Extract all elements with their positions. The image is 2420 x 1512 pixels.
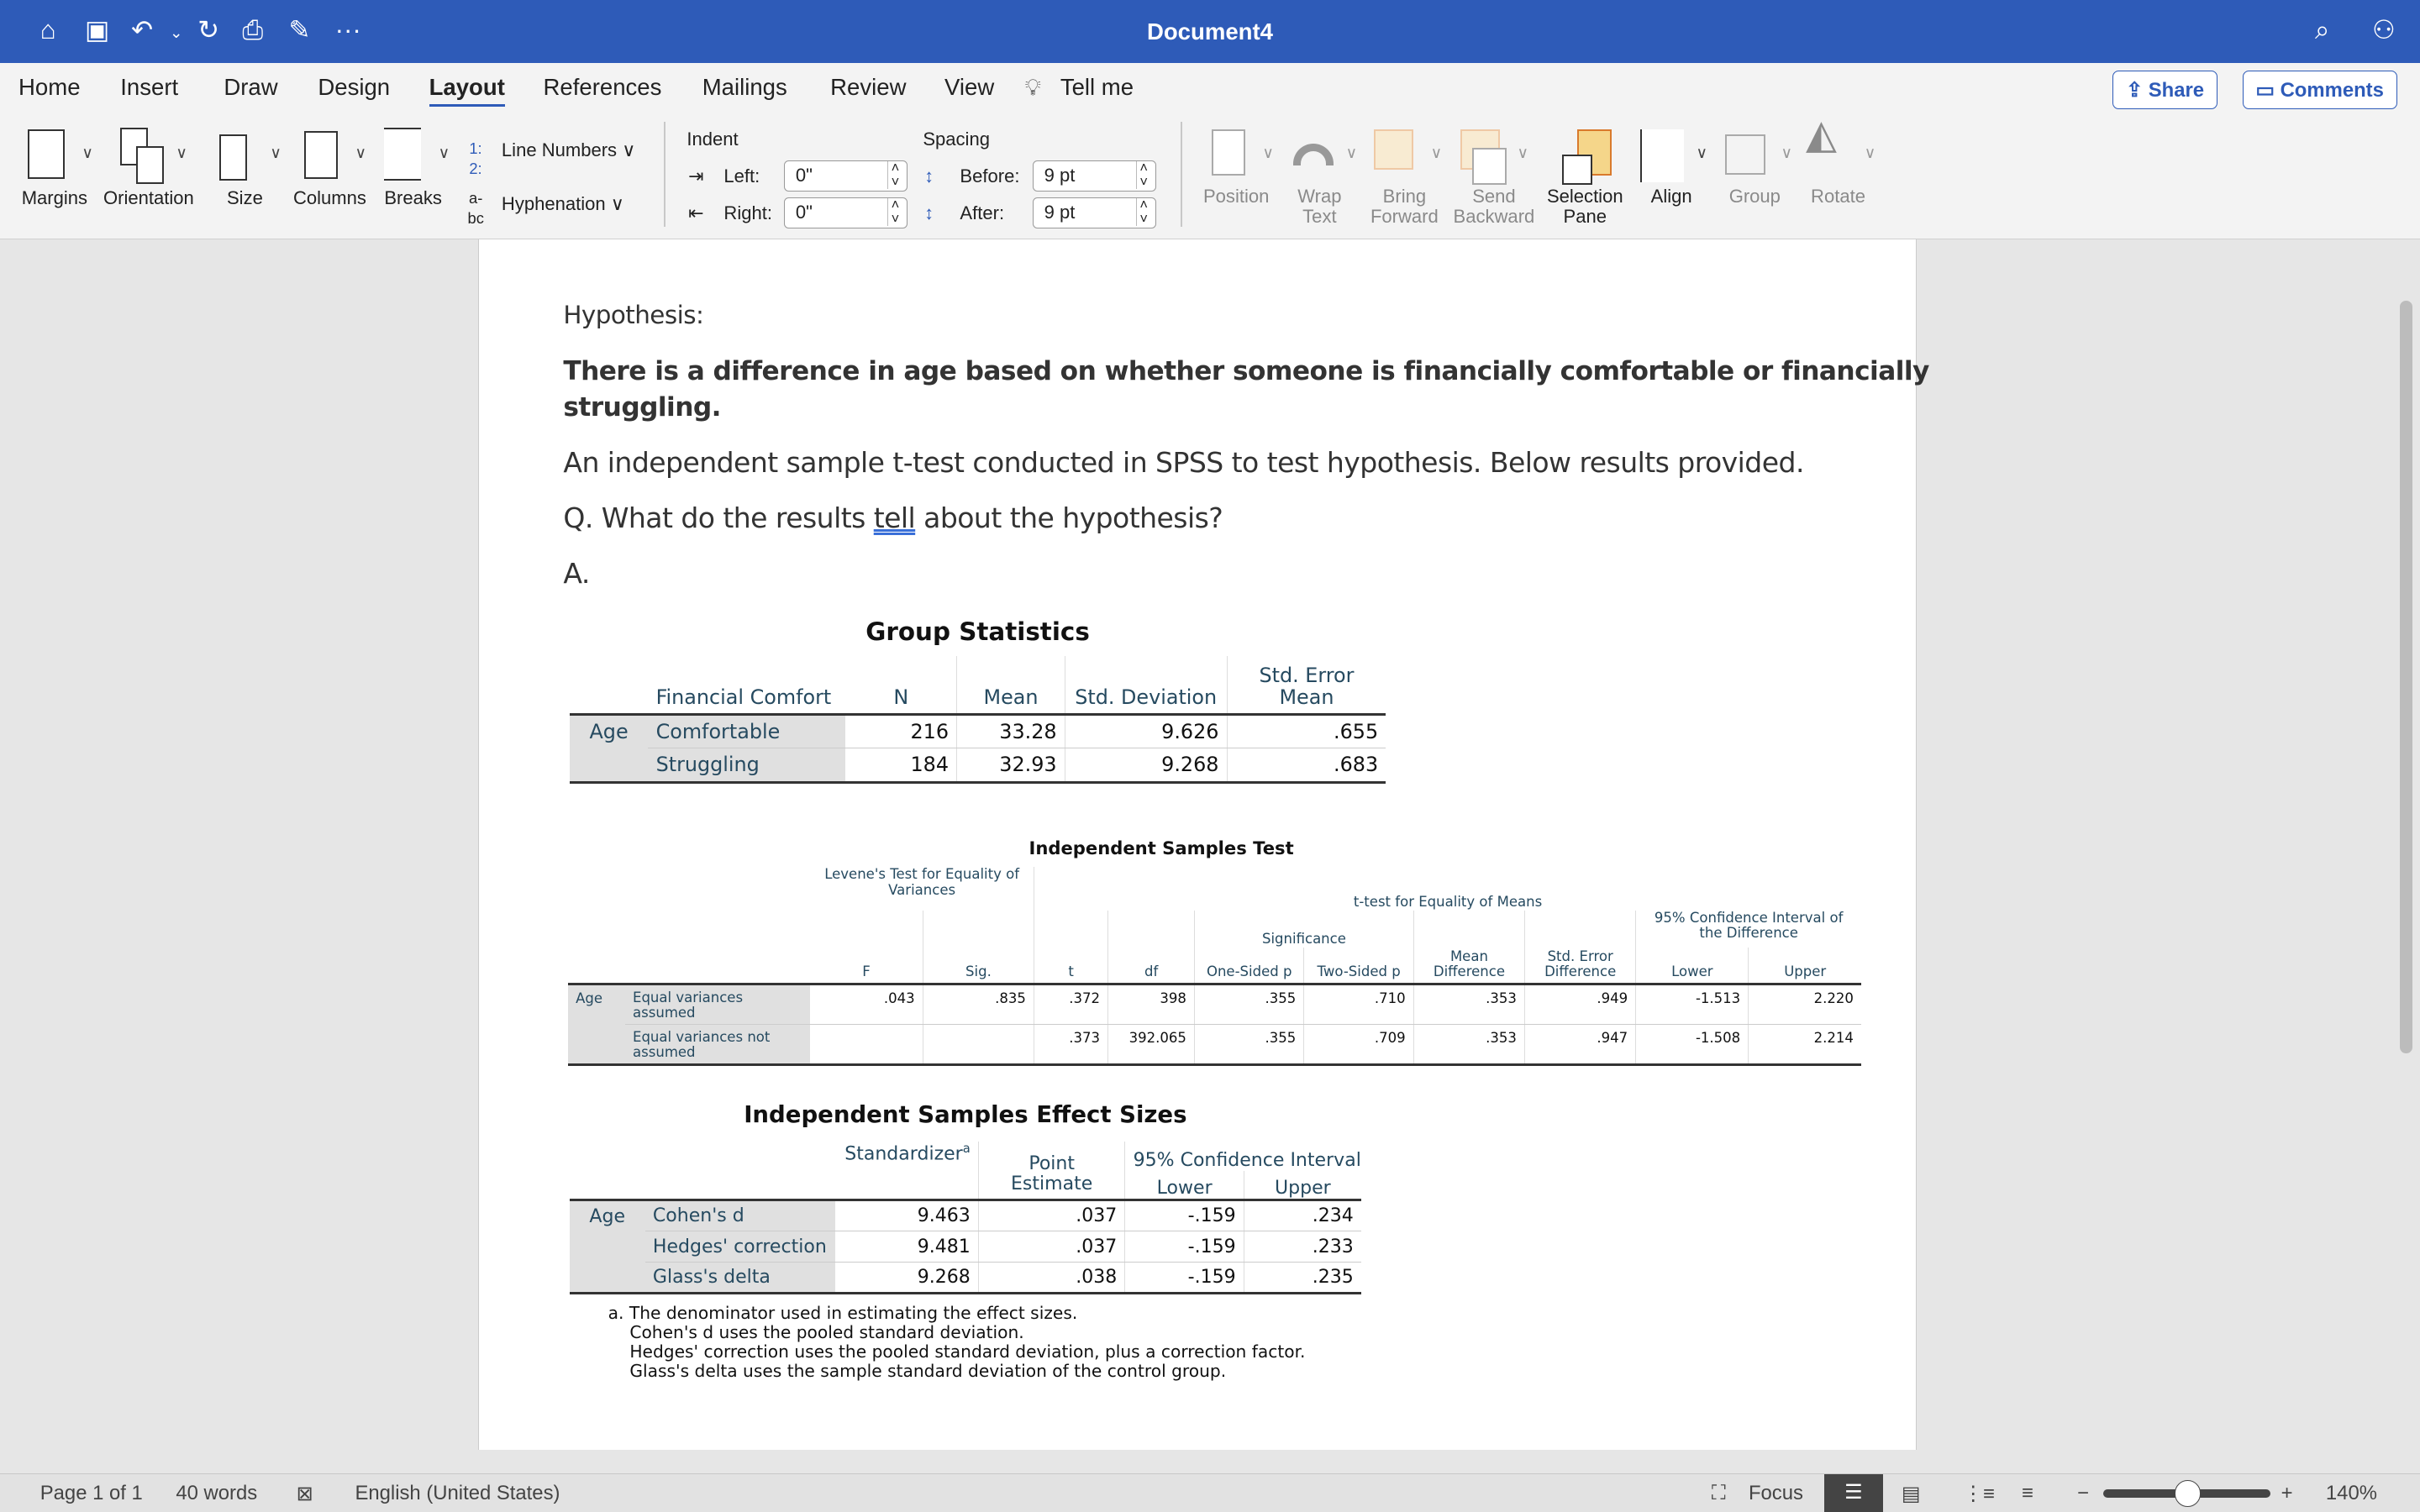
header-row [568,911,1861,948]
rotate-button[interactable] [1801,186,1875,207]
table-cell: 2.214 [1749,1025,1861,1065]
position-icon [1212,129,1245,176]
column-header: Point Estimate [978,1142,1124,1200]
column-header: Two-Sided p [1304,948,1413,984]
send-backward-icon-2 [1472,148,1506,185]
table-cell: .710 [1304,984,1413,1025]
zoom-slider[interactable] [2103,1489,2270,1497]
table-cell: 9.268 [1065,748,1227,782]
status-bar [0,1473,2420,1512]
more-icon[interactable]: ··· [334,15,361,45]
column-header: Lower [1125,1171,1244,1200]
table-cell: .235 [1244,1262,1361,1293]
selection-pane-button[interactable] [1540,186,1630,227]
table-cell: .233 [1244,1231,1361,1263]
rotate-dropdown-icon[interactable]: ∨ [1864,143,1876,161]
question-text [563,501,1223,534]
footnote-line: Glass's delta uses the sample standard deviation of the control group. [629,1360,1227,1381]
table-cell [923,911,1034,948]
group-statistics-title: Group Statistics [865,617,1090,646]
table-cell: .043 [810,984,923,1025]
indent-left-icon: ⇥ [688,165,704,187]
table-row [570,748,1386,782]
table-cell: .947 [1525,1025,1636,1065]
table-cell: .037 [978,1231,1124,1263]
footnote-line: Hedges' correction uses the pooled standard deviation, plus a correction factor. [629,1341,1306,1362]
print-layout-view-icon[interactable]: ☰ [1824,1474,1883,1512]
wrap-label: Wrap [1297,186,1342,207]
row-label: Glass's delta [645,1262,835,1293]
spacing-after-label: After: [960,202,1005,224]
columns-dropdown-icon[interactable]: ∨ [355,143,366,161]
margins-dropdown-icon[interactable]: ∨ [82,143,93,161]
row-variable-label: Age [568,984,625,1065]
group-label: Group [1728,186,1781,207]
tab-references[interactable]: References [543,74,662,101]
home-icon[interactable]: ⌂ [39,15,56,45]
row-label: Cohen's d [645,1200,835,1231]
table-cell: 216 [845,714,956,748]
table-cell: 184 [845,748,956,782]
footnote-marker: a [962,1142,971,1157]
table-cell: -.159 [1125,1262,1244,1293]
comments-label: Comments [2280,78,2384,102]
send-label-2: Backward [1453,206,1535,228]
table-cell: .835 [923,984,1034,1025]
line-numbers-label: Line Numbers [501,139,618,161]
ribbon-tabs [0,63,2420,113]
column-header: Std. Deviation [1065,656,1227,715]
effect-sizes-title: Independent Samples Effect Sizes [744,1101,1187,1129]
table-cell [570,1142,835,1200]
share-button[interactable]: ⇪ Share [2112,71,2217,109]
hypothesis-label: Hypothesis: [563,301,704,330]
share-label: Share [2148,78,2205,102]
footnote-line: Cohen's d uses the pooled standard deviation. [629,1321,1024,1342]
table-cell: .373 [1034,1025,1108,1065]
hypothesis-line-2: struggling. [563,391,721,423]
indent-left-input[interactable]: 0" ˄˅ [784,160,908,192]
wrap-text-icon [1293,144,1334,165]
undo-dropdown-icon[interactable]: ⌄ [170,23,183,41]
question-suffix: about the hypothesis? [915,501,1223,534]
redo-icon[interactable]: ↻ [197,15,220,45]
table-cell [568,948,810,984]
column-header: Upper [1244,1171,1361,1200]
column-header: Std. Error Difference [1525,948,1636,984]
position-button[interactable] [1201,186,1271,207]
zoom-out-button[interactable]: − [2077,1482,2090,1505]
table-cell: 9.463 [835,1200,979,1231]
group-icon [1725,134,1765,175]
table-cell: .372 [1034,984,1108,1025]
divider [664,122,666,227]
tab-design[interactable]: Design [318,74,391,101]
table-cell: 33.28 [957,714,1065,748]
send-backward-button[interactable] [1449,186,1539,227]
table-cell: .038 [978,1262,1124,1293]
send-label: Send [1472,186,1516,207]
table-cell [568,911,810,948]
tab-home[interactable]: Home [18,74,81,101]
table-cell: -.159 [1125,1200,1244,1231]
table-cell: .709 [1304,1025,1413,1065]
indent-left-label: Left: [723,165,760,187]
table-cell: .234 [1244,1200,1361,1231]
hypothesis-line-1: There is a difference in age based on whether someone is financially comfortable or financially [563,356,1929,387]
lightbulb-icon: 💡︎ [1024,74,1041,101]
footnote-line: a. The denominator used in estimating the effect sizes. [608,1303,1078,1323]
table-cell [570,656,649,715]
proofing-icon[interactable]: ⊠ [296,1483,313,1506]
indent-label: Indent [687,129,739,150]
ribbon-layout [0,113,2420,239]
line-numbers-button[interactable]: Line Numbers ∨ [501,139,636,161]
grammar-flagged-word[interactable]: tell [873,501,916,534]
table-cell: .353 [1413,1025,1524,1065]
focus-icon[interactable]: ⛶ [1711,1482,1726,1505]
wrap-text-dropdown-icon[interactable]: ∨ [1345,143,1358,161]
row-variable-label: Age [570,1200,645,1293]
spacing-before-icon: ↕ [924,165,934,187]
table-cell: 9.626 [1065,714,1227,748]
column-header: Upper [1749,948,1861,984]
levene-header: Levene's Test for Equality of Variances [824,866,1020,898]
selection-pane-icon-2 [1562,155,1593,186]
row-label: Equal variances assumed [625,984,810,1025]
tab-layout[interactable]: Layout [429,74,505,107]
wrap-text-button[interactable] [1286,186,1354,227]
selection-label: Selection [1546,186,1623,207]
column-header: Standardizer [844,1143,963,1165]
print-icon[interactable]: ⎙ [242,15,264,45]
ci-header: 95% Confidence Interval of the Difference [1636,911,1861,948]
column-header: Std. Error Mean [1227,656,1386,715]
table-cell: 9.481 [835,1231,979,1263]
indent-right-label: Right: [723,202,772,224]
table-cell: .353 [1413,984,1524,1025]
indent-right-input[interactable]: 0" ˄˅ [784,197,908,228]
orientation-button[interactable]: Orientation [103,187,194,209]
header-row [568,948,1861,984]
breaks-icon [384,128,421,180]
rotate-label: Rotate [1811,186,1865,207]
align-label: Align [1650,186,1692,207]
margins-icon [28,129,65,179]
word-count[interactable]: 40 words [176,1482,258,1505]
table-cell: .655 [1227,714,1386,748]
table-cell [923,1025,1034,1065]
size-button[interactable]: Size [226,187,263,209]
table-cell: -.159 [1125,1231,1244,1263]
hyphenation-icon: a- bc [467,189,484,227]
table-cell: 2.220 [1749,984,1861,1025]
align-dropdown-icon[interactable]: ∨ [1696,143,1707,161]
hyphenation-button[interactable]: Hyphenation ∨ [501,193,624,215]
column-header: df [1108,948,1195,984]
ttest-header: t-test for Equality of Means [1034,867,1861,910]
table-cell [810,911,923,948]
group-button[interactable] [1721,186,1789,207]
spacing-label: Spacing [923,129,990,150]
outline-view-icon[interactable]: ⋮≡ [1963,1483,1996,1506]
size-dropdown-icon[interactable]: ∨ [270,143,281,161]
table-cell: 32.93 [957,748,1065,782]
group-statistics-table [570,656,1386,784]
indent-right-icon: ⇤ [688,202,704,224]
column-header: F [810,948,923,984]
tab-view[interactable]: View [944,74,995,101]
table-cell: .949 [1525,984,1636,1025]
position-dropdown-icon[interactable]: ∨ [1262,143,1274,161]
table-row [568,1025,1861,1065]
table-cell: .355 [1195,1025,1304,1065]
table-cell: .355 [1195,984,1304,1025]
table-row [570,1262,1361,1293]
orientation-dropdown-icon[interactable]: ∨ [176,143,187,161]
table-row [568,984,1861,1025]
ci-header: 95% Confidence Interval [1125,1142,1361,1171]
bring-label: Bring [1382,186,1427,207]
table-row [570,714,1386,748]
column-header: t [1034,948,1108,984]
row-label: Struggling [648,748,845,782]
web-layout-view-icon[interactable]: ▤ [1901,1483,1921,1506]
spacing-after-icon: ↕ [924,202,934,224]
bring-forward-dropdown-icon[interactable]: ∨ [1430,143,1443,161]
send-backward-dropdown-icon[interactable]: ∨ [1517,143,1528,161]
table-cell: -1.508 [1636,1025,1749,1065]
document-title: Document4 [1146,18,1273,45]
title-bar [0,0,2420,63]
header-row [568,867,1861,910]
header-row [570,656,1386,715]
table-cell [1525,911,1636,948]
columns-icon [304,131,338,179]
standardizer-header [835,1142,979,1200]
column-header: Mean Difference [1413,948,1524,984]
save-icon[interactable]: ▣ [85,15,110,45]
tab-review[interactable]: Review [830,74,907,101]
table-row [570,1200,1361,1231]
bring-forward-icon [1374,129,1414,170]
spacing-before-label: Before: [960,165,1020,187]
format-painter-icon[interactable]: ✎ [288,15,311,45]
table-cell [1413,911,1524,948]
table-cell: 392.065 [1108,1025,1195,1065]
row-variable-label: Age [570,714,649,782]
table-row [570,1231,1361,1263]
tab-insert[interactable]: Insert [120,74,179,101]
question-prefix: Q. What do the results [563,501,874,534]
answer-label: A. [563,557,590,591]
table-cell [810,1025,923,1065]
focus-button[interactable]: Focus [1748,1482,1803,1505]
spacing-before-input[interactable]: 9 pt ˄˅ [1033,160,1156,192]
draft-view-icon[interactable]: ≡ [2022,1482,2033,1505]
breaks-dropdown-icon[interactable]: ∨ [438,143,450,161]
effect-sizes-table [570,1142,1361,1294]
table-cell: 9.268 [835,1262,979,1293]
language[interactable]: English (United States) [355,1482,560,1505]
selection-label-2: Pane [1563,206,1607,228]
column-header: Financial Comfort [648,656,845,715]
table-cell: 398 [1108,984,1195,1025]
hyphenation-label: Hyphenation [501,193,606,215]
table-cell: .683 [1227,748,1386,782]
orientation-icon-2 [136,146,164,183]
row-label: Equal variances not assumed [625,1025,810,1065]
group-dropdown-icon[interactable]: ∨ [1781,143,1792,161]
spacing-after-input[interactable]: 9 pt ˄˅ [1033,197,1156,228]
page-count[interactable]: Page 1 of 1 [39,1482,143,1505]
wrap-label-2: Text [1302,206,1337,228]
undo-icon[interactable]: ↶ [131,15,154,45]
account-icon[interactable]: ⚇ [2372,15,2396,45]
comments-button[interactable]: ▭ Comments [2243,71,2397,109]
table-cell: -1.513 [1636,984,1749,1025]
rotate-icon: ◭ [1805,112,1837,157]
column-header: Sig. [923,948,1034,984]
breaks-button[interactable]: Breaks [384,187,442,209]
header-row [570,1142,1361,1171]
bring-forward-button[interactable] [1365,186,1443,227]
table-cell [1034,911,1108,948]
line-numbers-icon: 1: 2: [469,139,482,178]
columns-button[interactable]: Columns [292,187,366,209]
independent-samples-test-title: Independent Samples Test [1028,837,1294,859]
zoom-in-button[interactable]: + [2281,1482,2293,1505]
intro-text: An independent sample t-test conducted in SPSS to test hypothesis. Below results provided. [563,445,1804,479]
column-header: Lower [1636,948,1749,984]
align-icon [1640,129,1683,181]
column-header: N [845,656,956,715]
bring-label-2: Forward [1370,206,1439,228]
tab-draw[interactable]: Draw [224,74,278,101]
column-header: Mean [957,656,1065,715]
vertical-scrollbar[interactable] [2400,301,2412,1053]
table-cell: .037 [978,1200,1124,1231]
row-label: Comfortable [648,714,845,748]
align-button[interactable] [1640,186,1702,207]
size-icon [219,134,247,181]
zoom-level[interactable]: 140% [2325,1482,2377,1505]
position-label: Position [1202,186,1270,207]
column-header: One-Sided p [1195,948,1304,984]
table-cell [568,867,810,910]
search-icon[interactable]: ⌕ [2315,15,2330,45]
independent-samples-test-table [568,867,1861,1066]
tell-me-search[interactable]: Tell me [1060,74,1134,101]
divider [1181,122,1182,227]
significance-header: Significance [1195,911,1414,948]
margins-button[interactable]: Margins [21,187,88,209]
zoom-slider-thumb[interactable] [2175,1480,2201,1506]
row-label: Hedges' correction [645,1231,835,1263]
table-cell [1108,911,1195,948]
effect-sizes-footnote [608,1304,1306,1381]
tab-mailings[interactable]: Mailings [702,74,787,101]
